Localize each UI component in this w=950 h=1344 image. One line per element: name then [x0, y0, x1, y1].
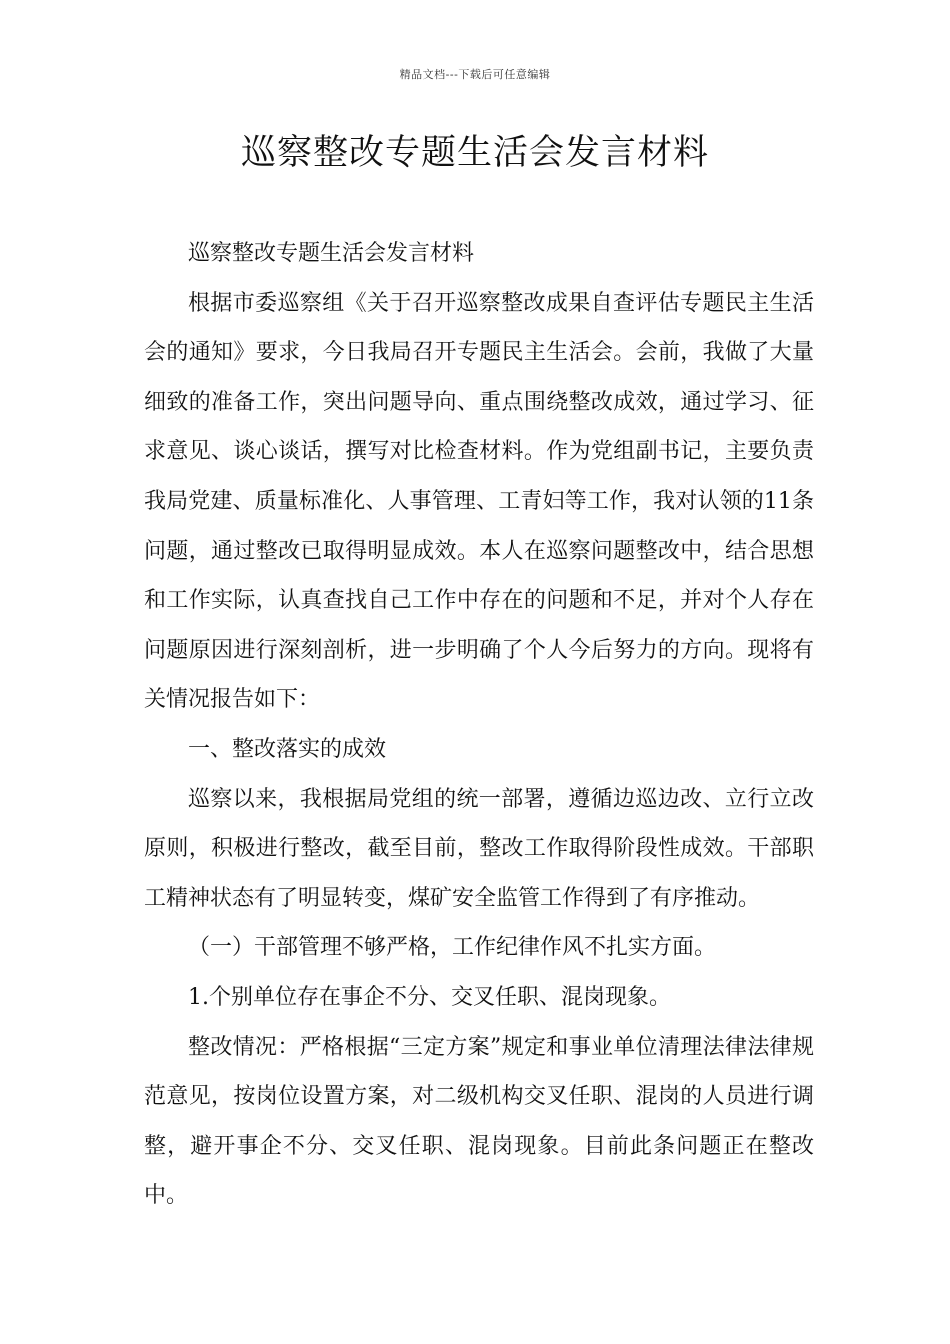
- section-heading: 一、整改落实的成效: [188, 736, 387, 762]
- body-paragraph: 巡察以来，我根据局党组的统一部署，遵循边巡边改、立行立改原则，积极进行整改，截至目前，整改工作取得阶段性成效。干部职工精神状态有了明显转变，煤矿安全监管工作得到了有序推动。: [144, 786, 814, 911]
- document-title: 巡察整改专题生活会发言材料: [240, 133, 709, 173]
- subsection-heading: （一）干部管理不够严格，工作纪律作风不扎实方面。: [188, 935, 717, 961]
- document-body: [144, 229, 814, 1221]
- subtitle-paragraph: 巡察整改专题生活会发言材料: [188, 241, 475, 266]
- rectification-paragraph: 整改情况：严格根据“三定方案”规定和事业单位清理法律法律规范意见，按岗位设置方案，对二级机构交叉任职、混岗的人员进行调整，避开事企不分、交叉任职、混岗现象。目前此条问题正在整改中。: [144, 1034, 814, 1209]
- intro-paragraph: 根据市委巡察组《关于召开巡察整改成果自查评估专题民主生活会的通知》要求，今日我局召开专题民主生活会。会前，我做了大量细致的准备工作，突出问题导向、重点围绕整改成效，通过学习、征求意见、谈心谈话，撰写对比检查材料。作为党组副书记，主要负责我局党建、质量标准化、人事管理、工青妇等工作，我对认领的11条问题，通过整改已取得明显成效。本人在巡察问题整改中，结合思想和工作实际，认真查找自己工作中存在的问题和不足，并对个人存在问题原因进行深刻剖析，进一步明确了个人今后努力的方向。现将有关情况报告如下：: [144, 290, 814, 713]
- header-note: 精品文档---下载后可任意编辑: [399, 68, 551, 81]
- issue-item: 1.个别单位存在事企不分、交叉任职、混岗现象。: [188, 984, 671, 1010]
